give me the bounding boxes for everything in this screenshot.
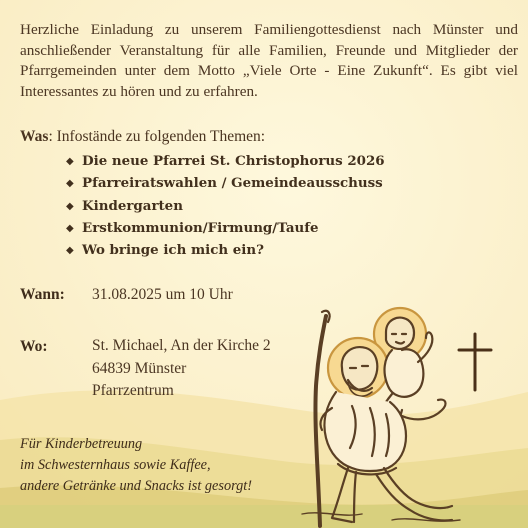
was-label: Was [20,128,49,145]
diamond-bullet-icon: ◆ [66,156,74,167]
was-line [20,128,265,146]
was-text: : Infostände zu folgenden Themen: [48,128,266,145]
wo-address [92,335,271,403]
topic-label: Erstkommunion/Firmung/Taufe [82,219,319,236]
list-item [66,195,385,217]
wo-label: Wo: [20,338,48,355]
topic-label: Kindergarten [82,197,183,214]
wann-label: Wann: [20,286,65,303]
diamond-bullet-icon: ◆ [66,200,74,212]
diamond-bullet-icon: ◆ [66,222,74,234]
address-line: St. Michael, An der Kirche 2 [92,337,271,354]
topics-list [66,150,385,261]
list-item [66,217,385,239]
note-line: Für Kinderbetreuung [20,436,143,452]
address-line: Pfarrzentrum [92,382,174,399]
topic-label: Wo bringe ich mich ein? [82,242,264,259]
topic-label: Pfarreiratswahlen / Gemeindeausschuss [82,175,383,192]
childcare-note [20,434,320,497]
note-line: andere Getränke und Snacks ist gesorgt! [20,478,253,494]
intro-paragraph: Herzliche Einladung zu unserem Familiengottesdienst nach Münster und anschließender Veranstaltung für alle Familien, Freunde und Mitglieder der Pfarrgemeinden unter dem Motto „Viele Orte - Eine Zukunft“. Es gibt viel Interessantes zu hören und zu erfahren. [20,21,518,100]
wann-value: 31.08.2025 um 10 Uhr [92,286,233,303]
topic-label: Die neue Pfarrei St. Christophorus 2026 [82,153,385,169]
diamond-bullet-icon: ◆ [66,178,74,190]
list-item [66,150,385,172]
list-item [66,239,385,261]
diamond-bullet-icon: ◆ [66,245,74,257]
address-line: 64839 Münster [92,359,187,377]
list-item [66,172,385,194]
note-line: im Schwesternhaus sowie Kaffee, [20,457,211,473]
